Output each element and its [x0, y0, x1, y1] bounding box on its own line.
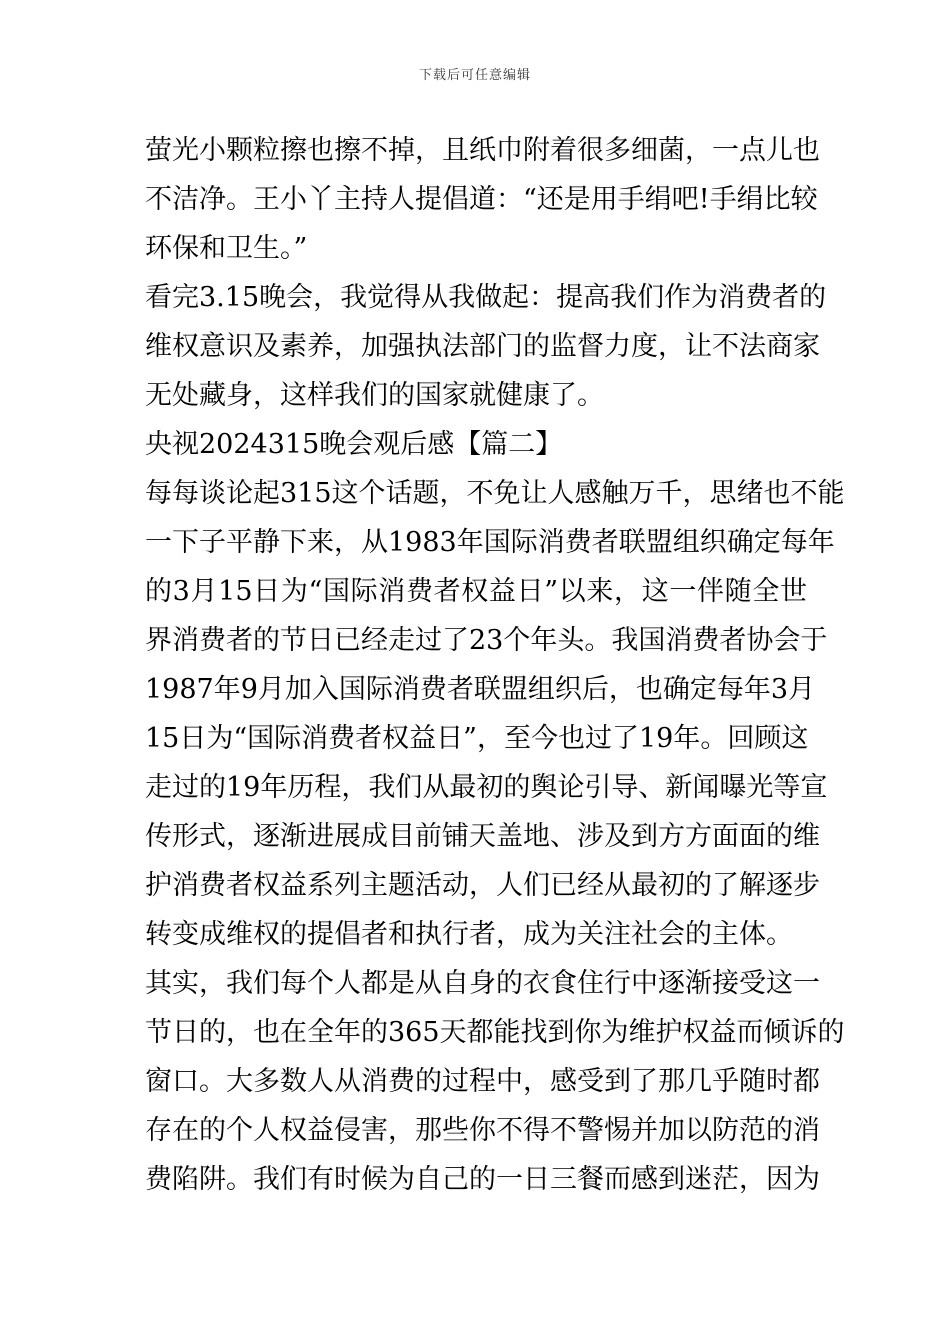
- text-line: 一下子平静下来，从1983年国际消费者联盟组织确定每年: [145, 527, 835, 558]
- text-line: 转变成维权的提倡者和执行者，成为关注社会的主体。: [145, 919, 793, 950]
- text-line: 看完3.15晚会，我觉得从我做起：提高我们作为消费者的: [145, 282, 827, 313]
- text-line: 存在的个人权益侵害，那些你不得不警惕并加以防范的消: [145, 1115, 820, 1146]
- text-line: 传形式，逐渐进展成目前铺天盖地、涉及到方方面面的维: [145, 821, 820, 852]
- text-line: 费陷阱。我们有时候为自己的一日三餐而感到迷茫，因为: [145, 1164, 820, 1195]
- text-line: 无处藏身，这样我们的国家就健康了。: [145, 380, 604, 411]
- text-line: 1987年9月加入国际消费者联盟组织后，也确定每年3月: [145, 674, 816, 705]
- text-line: 节日的，也在全年的365天都能找到你为维护权益而倾诉的: [145, 1017, 845, 1048]
- text-line: 界消费者的节日已经走过了23个年头。我国消费者协会于: [145, 625, 828, 656]
- text-line: 其实，我们每个人都是从自身的衣食住行中逐渐接受这一: [145, 968, 820, 999]
- text-line: 走过的19年历程，我们从最初的舆论引导、新闻曝光等宣: [145, 772, 828, 803]
- document-body: [145, 126, 845, 1204]
- text-line: 的3月15日为“国际消费者权益日”以来，这一伴随全世: [145, 576, 807, 607]
- text-line: 维权意识及素养，加强执法部门的监督力度，让不法商家: [145, 331, 820, 362]
- text-line: 萤光小颗粒擦也擦不掉，且纸巾附着很多细菌，一点儿也: [145, 135, 820, 166]
- text-line: 窗口。大多数人从消费的过程中，感受到了那几乎随时都: [145, 1066, 820, 1097]
- text-line: 每每谈论起315这个话题，不免让人感触万千，思绪也不能: [145, 478, 845, 509]
- text-line: 15日为“国际消费者权益日”，至今也过了19年。回顾这: [145, 723, 809, 754]
- text-line: 不洁净。王小丫主持人提倡道：“还是用手绢吧!手绢比较: [145, 184, 818, 215]
- text-line: 环保和卫生。”: [145, 233, 308, 264]
- header-note: 下载后可任意编辑: [418, 68, 531, 83]
- section-heading: 央视2024315晚会观后感【篇二】: [145, 429, 563, 460]
- text-line: 护消费者权益系列主题活动，人们已经从最初的了解逐步: [145, 870, 820, 901]
